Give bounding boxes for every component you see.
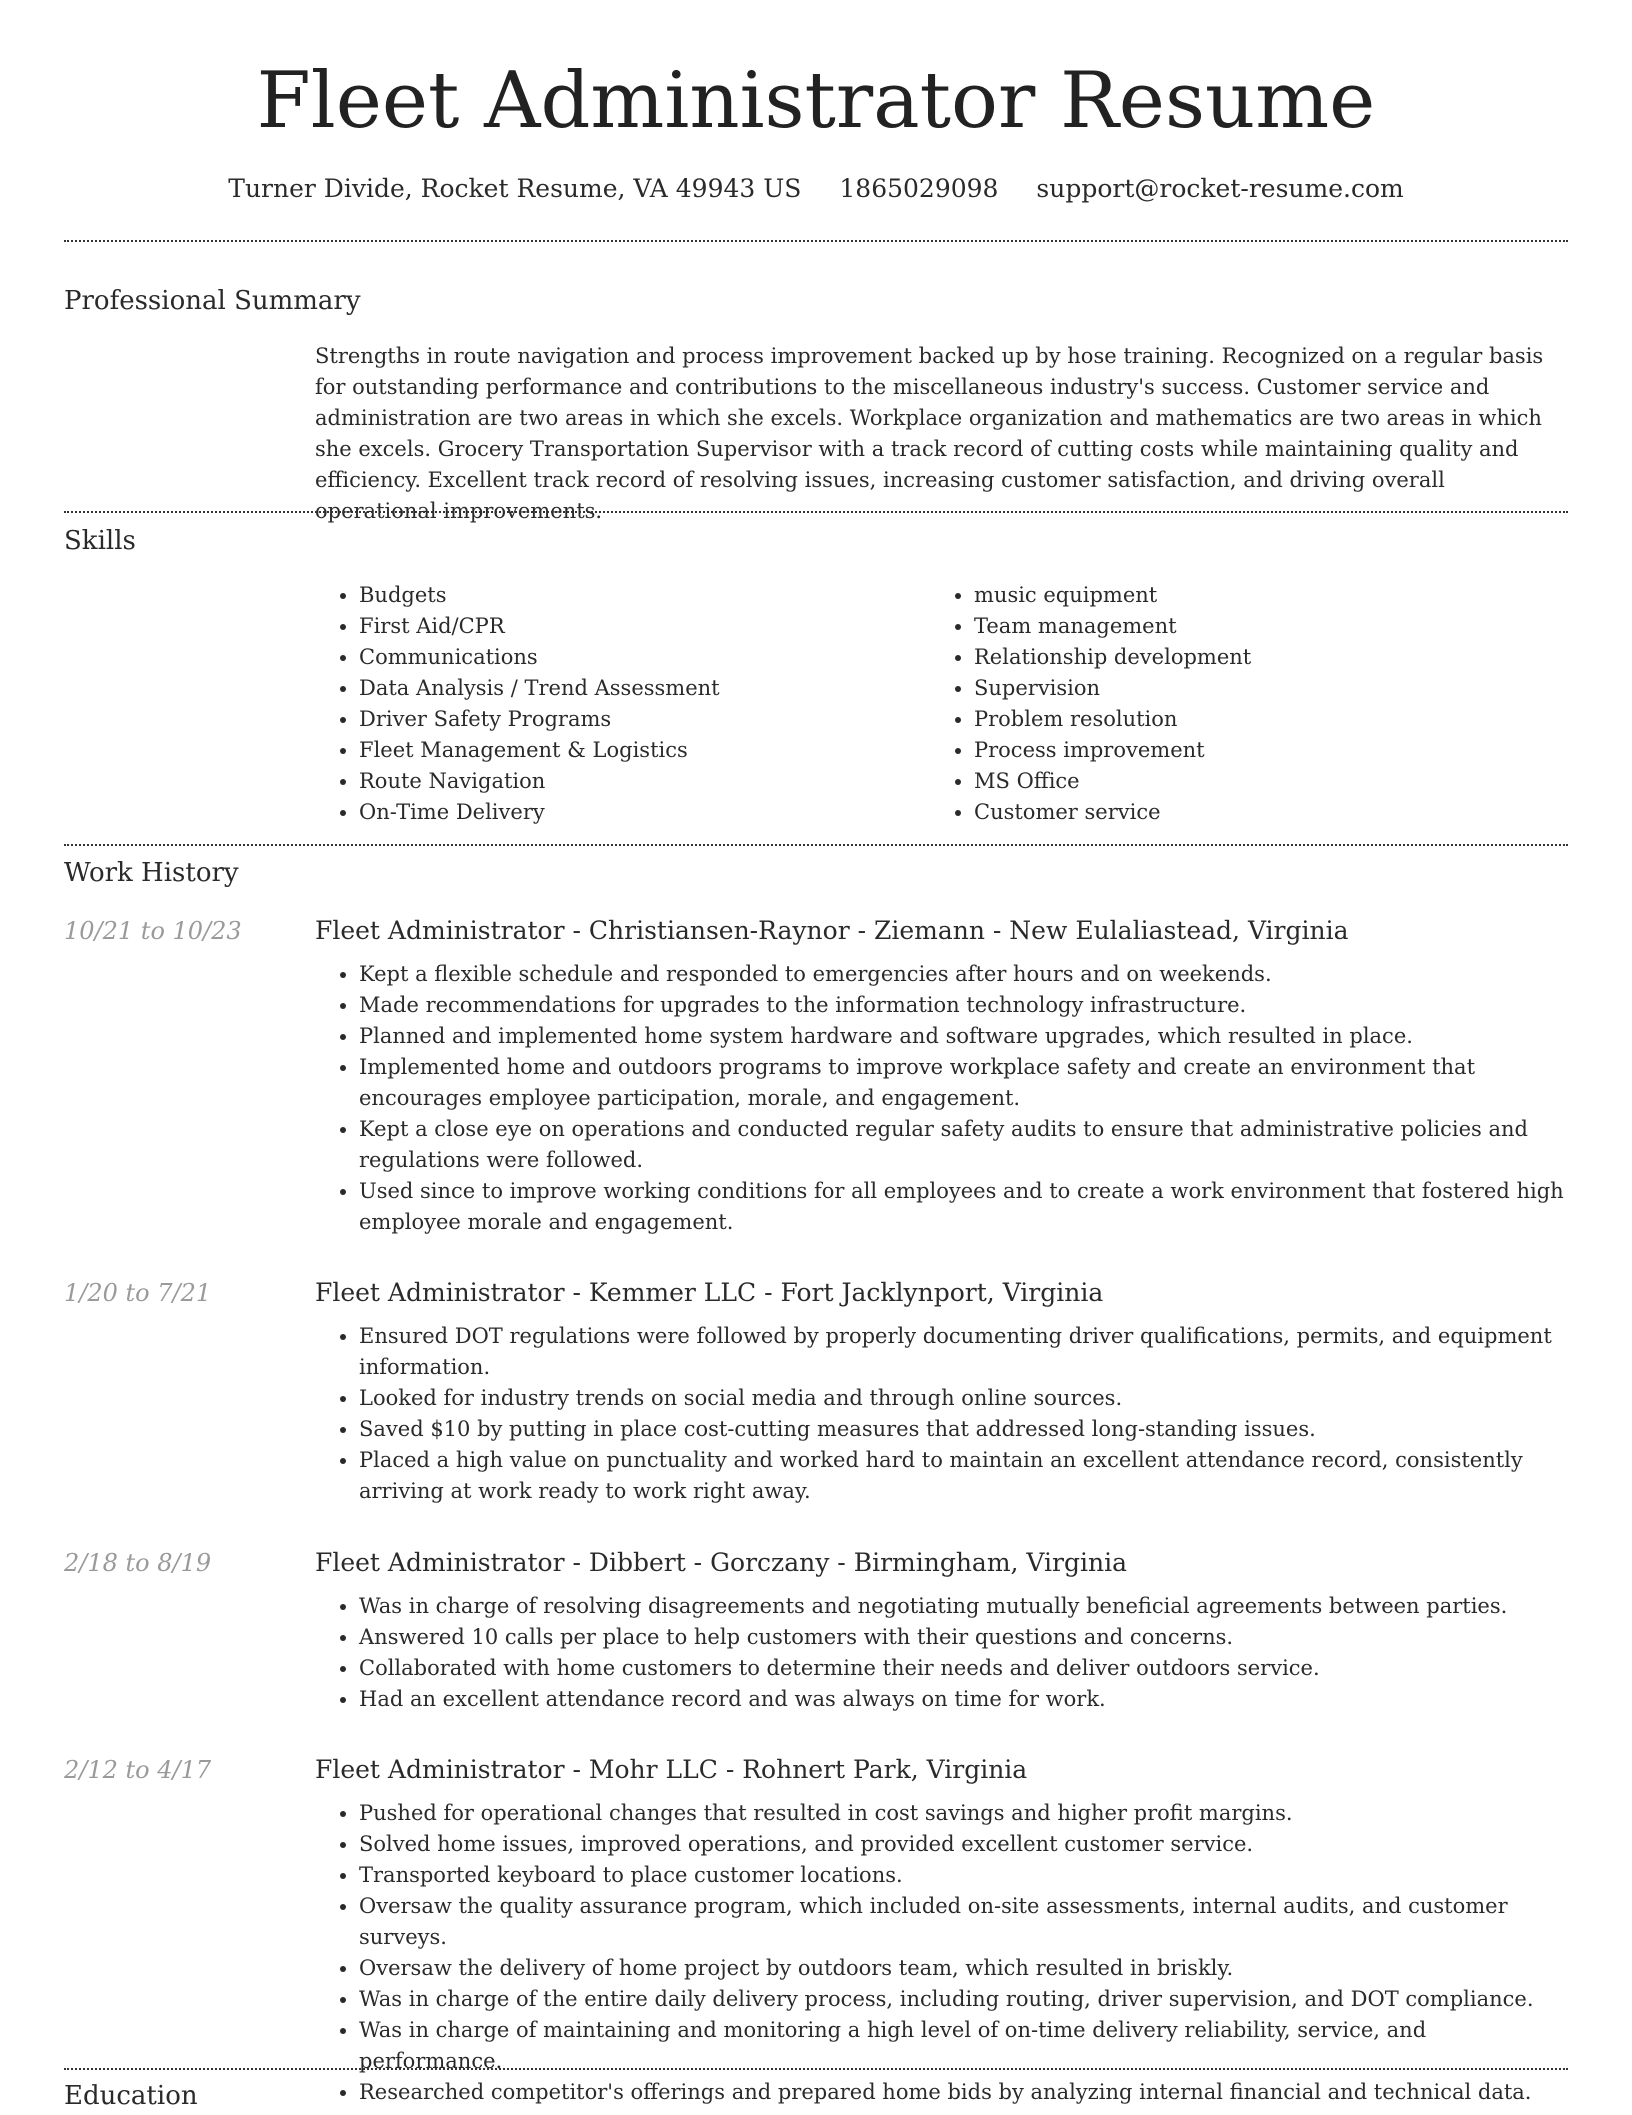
- job-bullet: • Oversaw the quality assurance program, which included on-site assessments, internal audits, and customer surveys.: [359, 1891, 1568, 1953]
- skill-item: • On-Time Delivery: [359, 797, 915, 828]
- contact-phone: 1865029098: [839, 174, 999, 203]
- skill-item: • Budgets: [359, 580, 915, 611]
- skill-item: • First Aid/CPR: [359, 611, 915, 642]
- skill-item: • music equipment: [974, 580, 1530, 611]
- job-bullets: [315, 959, 1568, 1238]
- skill-item: • Supervision: [974, 673, 1530, 704]
- job-bullet: • Saved $10 by putting in place cost-cutting measures that addressed long-standing issues.: [359, 1414, 1568, 1445]
- skill-item: • Customer service: [974, 797, 1530, 828]
- job-dates: 10/21 to 10/23: [64, 917, 242, 945]
- job-bullet: • Implemented home and outdoors programs to improve workplace safety and create an environment that encourages employee participation, morale, and engagement.: [359, 1052, 1568, 1114]
- job-bullets: [315, 1798, 1568, 2108]
- skill-item: • Data Analysis / Trend Assessment: [359, 673, 915, 704]
- summary-text: Strengths in route navigation and process improvement backed up by hose training. Recognized on a regular basis for outstanding performance and contributions to the miscellaneous industry's success. Customer service and administration are two areas in which she excels. Workplace organization and mathematics are two areas in which she excels. Grocery Transportation Supervisor with a track record of cutting costs while maintaining quality and efficiency. Excellent track record of resolving issues, increasing customer satisfaction, and driving overall operational improvements.: [315, 344, 1544, 523]
- skill-item: • Process improvement: [974, 735, 1530, 766]
- section-divider: [64, 844, 1568, 846]
- job-bullet: • Planned and implemented home system hardware and software upgrades, which resulted in place.: [359, 1021, 1568, 1052]
- job-bullet: • Kept a flexible schedule and responded to emergencies after hours and on weekends.: [359, 959, 1568, 990]
- job-bullet: • Answered 10 calls per place to help customers with their questions and concerns.: [359, 1622, 1568, 1653]
- skill-item: • MS Office: [974, 766, 1530, 797]
- skill-item: • Driver Safety Programs: [359, 704, 915, 735]
- skills-list-left: [315, 580, 915, 828]
- skills-list-right: [930, 580, 1530, 828]
- contact-address: Turner Divide, Rocket Resume, VA 49943 US: [228, 174, 802, 203]
- job-bullet: • Was in charge of maintaining and monitoring a high level of on-time delivery reliability, service, and performance.: [359, 2015, 1568, 2077]
- job-bullet: • Researched competitor's offerings and prepared home bids by analyzing internal financial and technical data.: [359, 2077, 1568, 2108]
- job-bullet: • Looked for industry trends on social media and through online sources.: [359, 1383, 1568, 1414]
- job-title: Fleet Administrator - Kemmer LLC - Fort Jacklynport, Virginia: [315, 1278, 1104, 1307]
- section-divider: [64, 2068, 1568, 2070]
- skill-item: • Communications: [359, 642, 915, 673]
- job-bullet: • Ensured DOT regulations were followed by properly documenting driver qualifications, permits, and equipment information.: [359, 1321, 1568, 1383]
- skill-item: • Route Navigation: [359, 766, 915, 797]
- job-title: Fleet Administrator - Christiansen-Raynor - Ziemann - New Eulaliastead, Virginia: [315, 916, 1349, 945]
- skill-item: • Problem resolution: [974, 704, 1530, 735]
- job-bullet: • Placed a high value on punctuality and worked hard to maintain an excellent attendance record, consistently arriving at work ready to work right away.: [359, 1445, 1568, 1507]
- work-history-heading: Work History: [64, 858, 239, 888]
- job-bullets: [315, 1321, 1568, 1507]
- job-dates: 2/18 to 8/19: [64, 1549, 212, 1577]
- skills-heading: Skills: [64, 526, 136, 556]
- skill-item: • Relationship development: [974, 642, 1530, 673]
- job-bullet: • Solved home issues, improved operations, and provided excellent customer service.: [359, 1829, 1568, 1860]
- skill-item: • Team management: [974, 611, 1530, 642]
- education-heading: Education: [64, 2081, 198, 2111]
- section-divider: [64, 511, 1568, 513]
- job-bullet: • Oversaw the delivery of home project by outdoors team, which resulted in briskly.: [359, 1953, 1568, 1984]
- job-bullet: • Pushed for operational changes that resulted in cost savings and higher profit margins.: [359, 1798, 1568, 1829]
- job-title: Fleet Administrator - Mohr LLC - Rohnert Park, Virginia: [315, 1755, 1028, 1784]
- summary-heading: Professional Summary: [64, 286, 361, 316]
- page-title: Fleet Administrator Resume: [256, 56, 1376, 146]
- job-dates: 1/20 to 7/21: [64, 1279, 212, 1307]
- job-bullet: • Transported keyboard to place customer locations.: [359, 1860, 1568, 1891]
- contact-email: support@rocket-resume.com: [1036, 174, 1404, 203]
- job-bullet: • Was in charge of the entire daily delivery process, including routing, driver supervision, and DOT compliance.: [359, 1984, 1568, 2015]
- job-title: Fleet Administrator - Dibbert - Gorczany - Birmingham, Virginia: [315, 1548, 1127, 1577]
- job-bullet: • Had an excellent attendance record and was always on time for work.: [359, 1684, 1568, 1715]
- job-bullet: • Made recommendations for upgrades to the information technology infrastructure.: [359, 990, 1568, 1021]
- job-bullet: • Used since to improve working conditions for all employees and to create a work environment that fostered high employee morale and engagement.: [359, 1176, 1568, 1238]
- job-bullet: • Collaborated with home customers to determine their needs and deliver outdoors service.: [359, 1653, 1568, 1684]
- job-bullets: [315, 1591, 1568, 1715]
- skill-item: • Fleet Management & Logistics: [359, 735, 915, 766]
- job-dates: 2/12 to 4/17: [64, 1756, 212, 1784]
- job-bullet: • Was in charge of resolving disagreements and negotiating mutually beneficial agreements between parties.: [359, 1591, 1568, 1622]
- job-bullet: • Kept a close eye on operations and conducted regular safety audits to ensure that administrative policies and regulations were followed.: [359, 1114, 1568, 1176]
- section-divider: [64, 240, 1568, 242]
- contact-line: [0, 170, 1632, 208]
